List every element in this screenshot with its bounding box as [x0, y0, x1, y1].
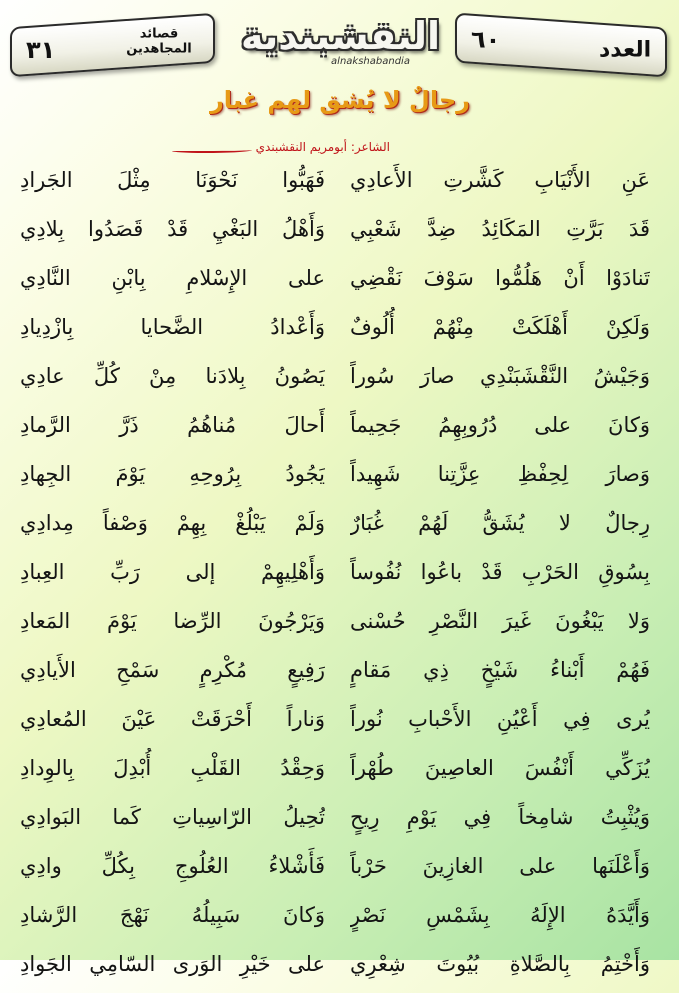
- verse-second-hemistich: فَهَبُّوا نَحْوَنَا مِثْلَ الجَرادِ: [20, 168, 325, 192]
- verse-second-hemistich: على خَيْرِ الوَرى السّامِي الجَوادِ: [20, 952, 325, 976]
- verse-line: [0, 503, 679, 552]
- page-number-banner: [10, 13, 215, 77]
- verse-first-hemistich: وَلَكِنْ أَهْلَكَتْ مِنْهُمْ أُلُوفٌ: [350, 315, 650, 339]
- verse-first-hemistich: وَيُثْبِتُ شامِخاً فِي يَوْمِ رِيحٍ: [350, 805, 650, 829]
- verse-second-hemistich: رَفِيعٍ مُكْرِمٍ سَمْحِ الأَيادِي: [20, 658, 325, 682]
- verse-line: [0, 650, 679, 699]
- verse-line: [0, 944, 679, 993]
- verse-second-hemistich: وَلَمْ يَبْلُغْ بِهِمْ وَصْفاً مِدادِي: [20, 511, 325, 535]
- poem-title: رجالٌ لا يُشق لهم غبار: [209, 86, 470, 114]
- verse-first-hemistich: وَأَيَّدَهُ الإِلَهُ بِشَمْسِ نَصْرٍ: [350, 903, 650, 927]
- verse-first-hemistich: وَكانَ على دُرُوبِهِمُ جَحِيماً: [350, 413, 650, 437]
- poem-verses: [0, 160, 679, 993]
- verse-first-hemistich: تَنادَوْا أَنْ هَلُمُّوا سَوْفَ نَقْضِي: [350, 266, 650, 290]
- issue-label: العدد: [598, 36, 651, 62]
- verse-first-hemistich: وَجَيْشُ النَّقْشَبَنْدِي صارَ سُوراً: [350, 364, 650, 388]
- verse-first-hemistich: وَأَخْتِمُ بِالصَّلاةِ بُيُوتَ شِعْرِي: [350, 952, 650, 976]
- logo-subtitle: alnakshabandia: [331, 56, 410, 67]
- issue-number: ٦٠: [471, 25, 501, 54]
- verse-second-hemistich: يَصُونُ بِلادَنا مِنْ كُلِّ عادِي: [20, 364, 325, 388]
- verse-line: [0, 160, 679, 209]
- verse-line: [0, 601, 679, 650]
- verse-line: [0, 846, 679, 895]
- magazine-logo: [238, 10, 443, 82]
- verse-second-hemistich: وَيَرْجُونَ الرِّضا يَوْمَ المَعادِ: [20, 609, 325, 633]
- verse-second-hemistich: أَحالَ مُناهُمُ ذَرَّ الرَّمادِ: [20, 413, 325, 437]
- issue-banner: [455, 13, 667, 78]
- verse-first-hemistich: رِجالٌ لا يُشَقُّ لَهُمْ غُبَارٌ: [350, 511, 650, 535]
- verse-first-hemistich: وَأَعْلَنَها على الغازِينَ حَرْباً: [350, 854, 650, 878]
- verse-line: [0, 454, 679, 503]
- verse-second-hemistich: وَأَعْدادُ الضَّحايا بِازْدِيادِ: [20, 315, 325, 339]
- verse-line: [0, 405, 679, 454]
- verse-first-hemistich: قَدَ بَرَّتِ المَكَائِدُ ضِدَّ شَعْبِي: [350, 217, 650, 241]
- verse-line: [0, 797, 679, 846]
- verse-first-hemistich: فَهُمْ أَبْناءُ شَيْخٍ ذِي مَقامٍ: [350, 658, 650, 682]
- logo-title: النقشبندية: [240, 14, 441, 58]
- verse-second-hemistich: يَجُودُ بِرُوحِهِ يَوْمَ الجِهادِ: [20, 462, 325, 486]
- verse-second-hemistich: وَأَهْلُ البَغْيِ قَدْ قَصَدُوا بِلادِي: [20, 217, 325, 241]
- verse-first-hemistich: وَلا يَبْغُونَ غَيرَ النَّصْرِ حُسْنى: [350, 609, 650, 633]
- verse-second-hemistich: وَأَهْلِيهِمْ إلى رَبِّ العِبادِ: [20, 560, 325, 584]
- verse-first-hemistich: وَصارَ لِحِفْظِ عِزَّتِنا شَهِيداً: [350, 462, 650, 486]
- verse-first-hemistich: يُزَكِّي أَنْفُسَ العاصِينَ طُهْراً: [350, 756, 650, 780]
- verse-second-hemistich: وَكانَ سَبِيلُهُ نَهْجَ الرَّشادِ: [20, 903, 325, 927]
- verse-line: [0, 699, 679, 748]
- verse-line: [0, 748, 679, 797]
- verse-line: [0, 895, 679, 944]
- verse-first-hemistich: عَنِ الأَنْيَابِ كَشَّرتِ الأَعادِي: [350, 168, 650, 192]
- verse-second-hemistich: على الإِسْلامِ بِابْنِ النَّادِي: [20, 266, 325, 290]
- section-label: قصائد المجاهدين: [126, 26, 192, 57]
- verse-line: [0, 356, 679, 405]
- poet-name: الشاعر: أبومريم النقشبندي: [255, 140, 390, 154]
- verse-second-hemistich: وَحِقْدُ القَلْبِ أُبْدِلَ بِالوِدادِ: [20, 756, 325, 780]
- verse-second-hemistich: فَأَشْلاءُ العُلُوجِ بِكُلِّ وادِي: [20, 854, 325, 878]
- verse-line: [0, 307, 679, 356]
- verse-line: [0, 552, 679, 601]
- verse-line: [0, 258, 679, 307]
- verse-first-hemistich: يُرى فِي أَعْيُنِ الأَحْبابِ نُوراً: [350, 707, 650, 731]
- verse-second-hemistich: وَناراً أَحْرَقَتْ عَيْنَ المُعادِي: [20, 707, 325, 731]
- verse-second-hemistich: تُحِيلُ الرّاسِياتِ كَما البَوادِي: [20, 805, 325, 829]
- verse-line: [0, 209, 679, 258]
- page-number: ٣١: [26, 36, 56, 65]
- verse-first-hemistich: بِسُوقِ الحَرْبِ قَدْ باعُوا نُفُوساً: [350, 560, 650, 584]
